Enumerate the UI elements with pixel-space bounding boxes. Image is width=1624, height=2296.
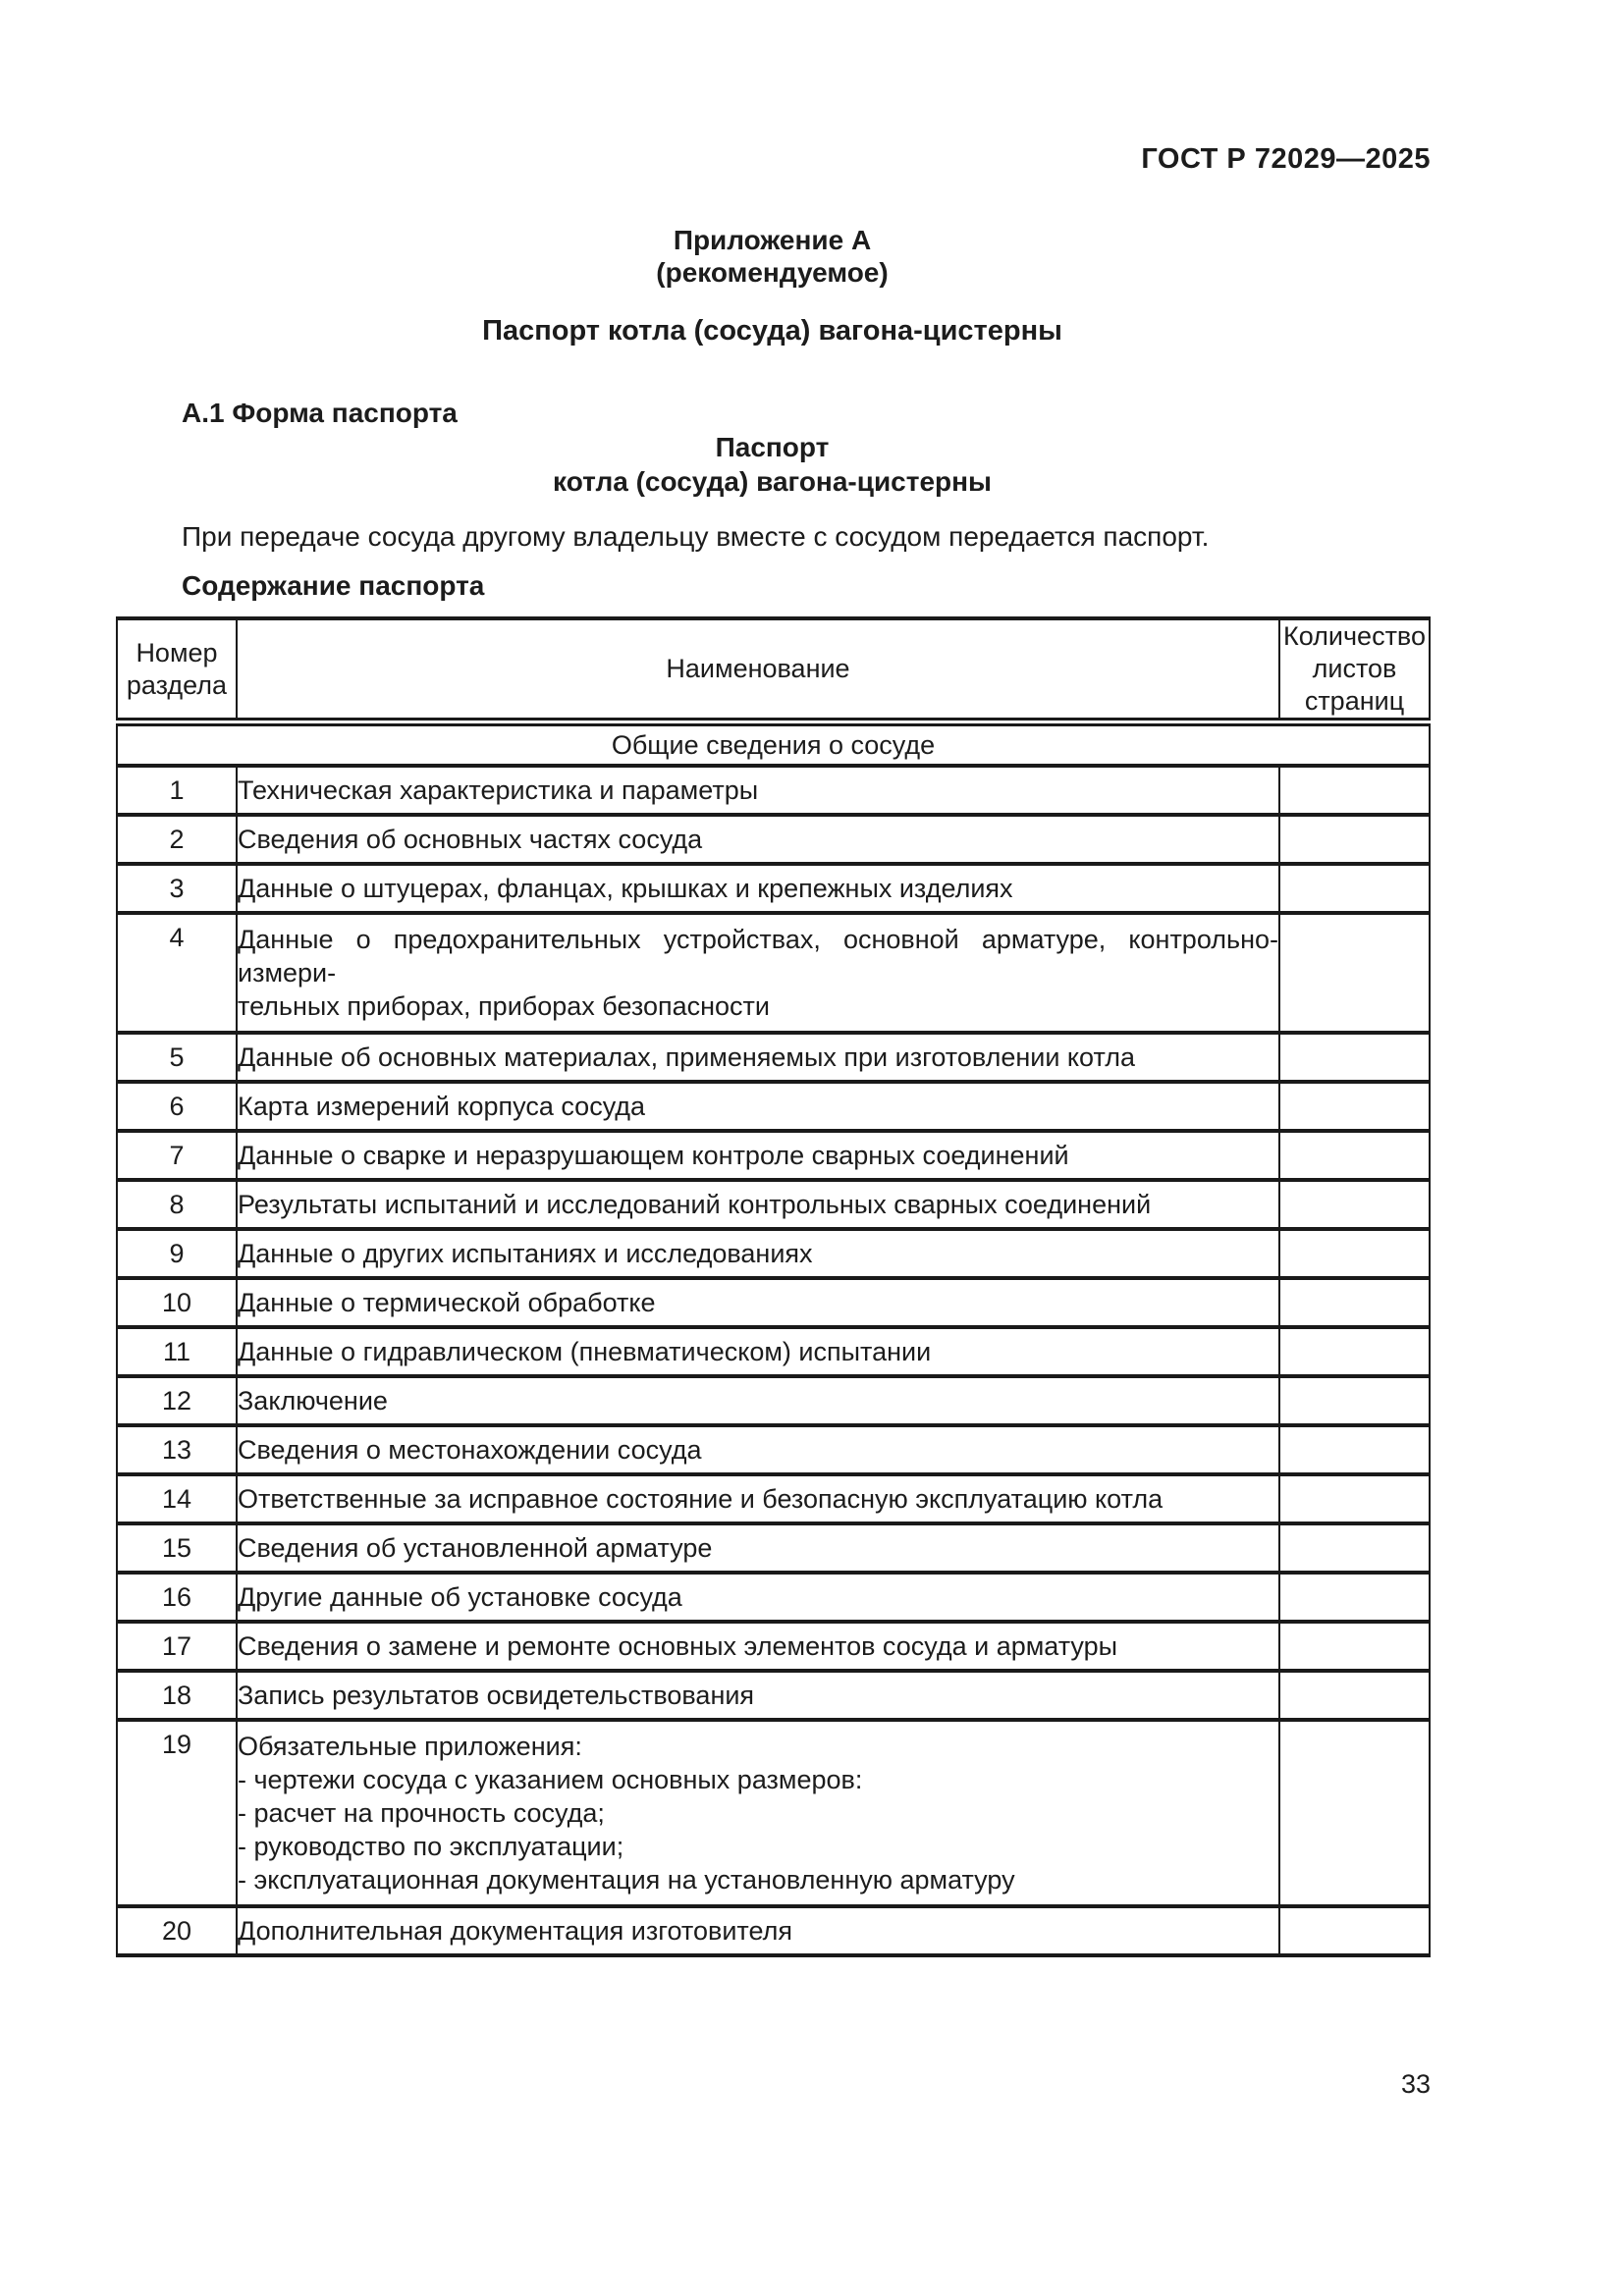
section-title-line: Обязательные приложения:: [238, 1732, 582, 1761]
section-title: [237, 913, 1279, 1033]
table-row: [117, 1573, 1430, 1622]
passport-contents-table: [116, 616, 1431, 1957]
section-number: 5: [117, 1033, 237, 1082]
contents-caption: Содержание паспорта: [182, 570, 485, 601]
section-title-line: Данные о предохранительных устройствах, основной арматуре, контрольно-измери-: [238, 925, 1278, 988]
header-sheet-count-line3: страниц: [1304, 686, 1405, 716]
section-title: [237, 1180, 1279, 1229]
section-title: [237, 1425, 1279, 1474]
section-title-line: Дополнительная документация изготовителя: [238, 1916, 792, 1946]
table-group-header: Общие сведения о сосуде: [117, 722, 1430, 767]
sheet-count-cell: [1279, 1523, 1430, 1573]
sheet-count-cell: [1279, 815, 1430, 864]
section-title-line: Техническая характеристика и параметры: [238, 775, 759, 805]
section-heading: А.1 Форма паспорта: [182, 398, 458, 428]
section-title-line: Карта измерений корпуса сосуда: [238, 1092, 646, 1121]
sheet-count-cell: [1279, 1033, 1430, 1082]
section-number: 7: [117, 1131, 237, 1180]
header-sheet-count-line2: листов: [1312, 654, 1397, 683]
table-header-row: [117, 618, 1430, 722]
table-row: [117, 1474, 1430, 1523]
section-title-line: Запись результатов освидетельствования: [238, 1681, 755, 1710]
sheet-count-cell: [1279, 1671, 1430, 1720]
section-number: 17: [117, 1622, 237, 1671]
sheet-count-cell: [1279, 1376, 1430, 1425]
table-row: [117, 1671, 1430, 1720]
appendix-kind: (рекомендуемое): [656, 257, 889, 288]
section-number: 8: [117, 1180, 237, 1229]
section-title: [237, 1131, 1279, 1180]
table-row: [117, 1082, 1430, 1131]
section-number: 6: [117, 1082, 237, 1131]
table-row: [117, 1622, 1430, 1671]
table-row: [117, 864, 1430, 913]
header-section-number: [117, 618, 237, 722]
section-title-line: Заключение: [238, 1386, 388, 1415]
section-number: 2: [117, 815, 237, 864]
section-title-line: Данные о термической обработке: [238, 1288, 656, 1317]
sheet-count-cell: [1279, 766, 1430, 815]
header-section-number-line1: Номер: [135, 637, 218, 667]
table-row: [117, 815, 1430, 864]
sheet-count-cell: [1279, 1278, 1430, 1327]
section-title: [237, 1906, 1279, 1955]
appendix-title: Паспорт котла (сосуда) вагона-цистерны: [482, 315, 1062, 347]
section-title: [237, 1229, 1279, 1278]
section-title: [237, 1720, 1279, 1906]
table-row: [117, 1229, 1430, 1278]
sheet-count-cell: [1279, 1474, 1430, 1523]
section-title: [237, 1573, 1279, 1622]
section-title: [237, 864, 1279, 913]
sheet-count-cell: [1279, 1906, 1430, 1955]
table-row: [117, 1376, 1430, 1425]
section-title-line: Сведения о замене и ремонте основных элементов сосуда и арматуры: [238, 1631, 1118, 1661]
section-number: 3: [117, 864, 237, 913]
table-row: [117, 1033, 1430, 1082]
section-number: 15: [117, 1523, 237, 1573]
section-title: [237, 1523, 1279, 1573]
standard-number: ГОСТ Р 72029—2025: [1141, 143, 1431, 175]
section-title: [237, 815, 1279, 864]
section-title-line: - расчет на прочность сосуда;: [238, 1798, 605, 1828]
section-title-line: тельных приборах, приборах безопасности: [238, 991, 770, 1021]
section-title-line: - эксплуатационная документация на установленную арматуру: [238, 1865, 1015, 1895]
section-number: 20: [117, 1906, 237, 1955]
sheet-count-cell: [1279, 1622, 1430, 1671]
section-number: 1: [117, 766, 237, 815]
section-title-line: Другие данные об установке сосуда: [238, 1582, 682, 1612]
section-title-line: Ответственные за исправное состояние и безопасную эксплуатацию котла: [238, 1484, 1164, 1514]
section-number: 13: [117, 1425, 237, 1474]
sheet-count-cell: [1279, 1180, 1430, 1229]
section-title: [237, 1671, 1279, 1720]
table-row: [117, 913, 1430, 1033]
section-title-line: - руководство по эксплуатации;: [238, 1832, 624, 1861]
table-row: [117, 1327, 1430, 1376]
section-title-line: Результаты испытаний и исследований контрольных сварных соединений: [238, 1190, 1152, 1219]
section-number: 14: [117, 1474, 237, 1523]
section-number: 18: [117, 1671, 237, 1720]
section-title: [237, 1327, 1279, 1376]
table-row: [117, 1180, 1430, 1229]
sheet-count-cell: [1279, 1573, 1430, 1622]
appendix-label: Приложение А: [673, 225, 872, 255]
section-title: [237, 1033, 1279, 1082]
section-number: 10: [117, 1278, 237, 1327]
transfer-note: При передаче сосуда другому владельцу вместе с сосудом передается паспорт.: [182, 521, 1210, 552]
section-number: 11: [117, 1327, 237, 1376]
sheet-count-cell: [1279, 1327, 1430, 1376]
table-group-row: [117, 722, 1430, 767]
table-row: [117, 1906, 1430, 1955]
section-number: 9: [117, 1229, 237, 1278]
section-title-line: Данные об основных материалах, применяемых при изготовлении котла: [238, 1042, 1135, 1072]
section-title-line: Данные о сварке и неразрушающем контроле сварных соединений: [238, 1141, 1069, 1170]
sheet-count-cell: [1279, 1425, 1430, 1474]
table-row: [117, 1425, 1430, 1474]
table-row: [117, 1278, 1430, 1327]
section-number: 19: [117, 1720, 237, 1906]
header-sheet-count-line1: Количество: [1283, 621, 1426, 651]
section-number: 12: [117, 1376, 237, 1425]
page-number: 33: [1400, 2069, 1431, 2099]
table-row: [117, 766, 1430, 815]
section-title: [237, 1278, 1279, 1327]
section-title-line: Данные о гидравлическом (пневматическом) испытании: [238, 1337, 932, 1366]
section-title: [237, 1376, 1279, 1425]
section-number: 16: [117, 1573, 237, 1622]
header-sheet-count: [1279, 618, 1430, 722]
form-title-line2: котла (сосуда) вагона-цистерны: [553, 466, 992, 497]
section-title-line: Данные о других испытаниях и исследованиях: [238, 1239, 813, 1268]
section-title-line: - чертежи сосуда с указанием основных размеров:: [238, 1765, 863, 1794]
section-title: [237, 1622, 1279, 1671]
table-row: [117, 1523, 1430, 1573]
sheet-count-cell: [1279, 1082, 1430, 1131]
sheet-count-cell: [1279, 913, 1430, 1033]
sheet-count-cell: [1279, 1131, 1430, 1180]
form-title-line1: Паспорт: [715, 432, 830, 462]
sheet-count-cell: [1279, 1720, 1430, 1906]
table-body: [117, 722, 1430, 1956]
sheet-count-cell: [1279, 864, 1430, 913]
header-section-number-line2: раздела: [126, 669, 228, 700]
section-title-line: Сведения об основных частях сосуда: [238, 825, 703, 854]
header-name: Наименование: [237, 618, 1279, 722]
section-title-line: Сведения о местонахождении сосуда: [238, 1435, 702, 1465]
section-number: 4: [117, 913, 237, 1033]
section-title: [237, 1082, 1279, 1131]
table-row: [117, 1131, 1430, 1180]
section-title: [237, 1474, 1279, 1523]
section-title-line: Данные о штуцерах, фланцах, крышках и крепежных изделиях: [238, 874, 1013, 903]
section-title: [237, 766, 1279, 815]
sheet-count-cell: [1279, 1229, 1430, 1278]
section-title-line: Сведения об установленной арматуре: [238, 1533, 713, 1563]
table-row: [117, 1720, 1430, 1906]
